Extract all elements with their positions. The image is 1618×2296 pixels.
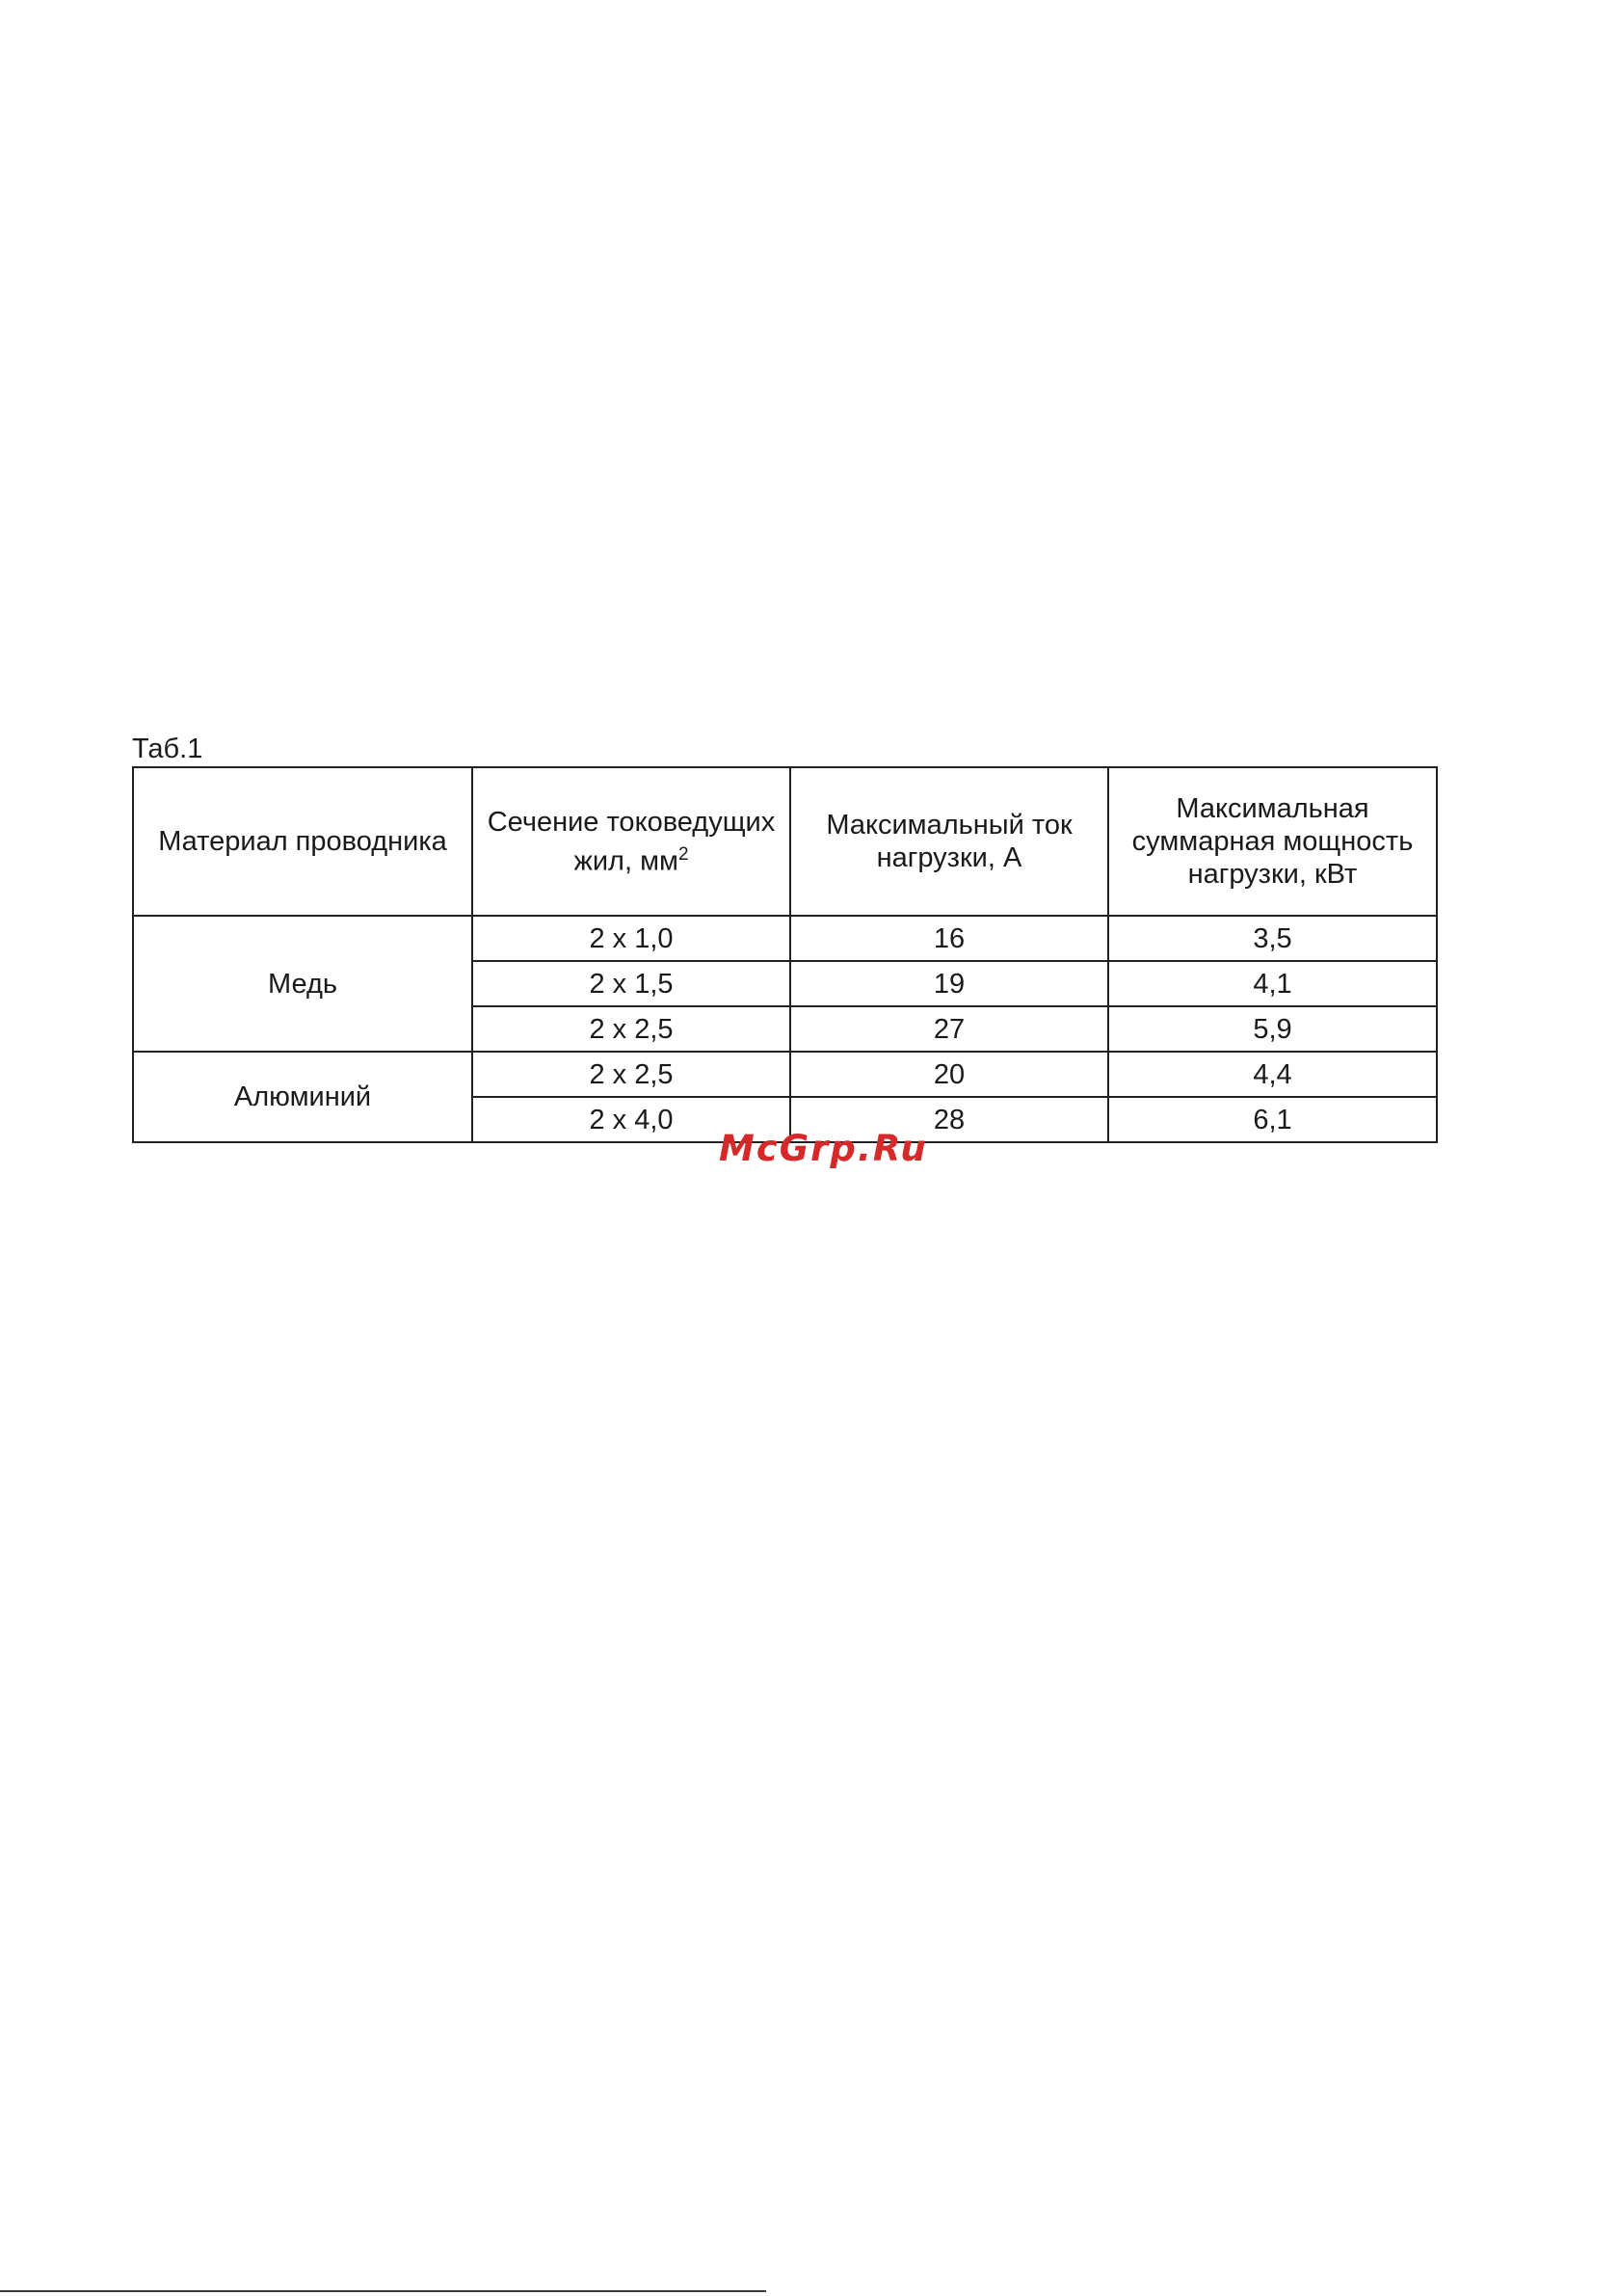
- header-current: Максимальный ток нагрузки, А: [790, 767, 1108, 916]
- section-cell: 2 x 2,5: [472, 1006, 790, 1052]
- table-row: [133, 916, 1437, 961]
- table-caption: Таб.1: [132, 734, 203, 764]
- power-cell: 4,4: [1108, 1052, 1437, 1097]
- table-header-row: [133, 767, 1437, 916]
- material-cell-aluminium: Алюминий: [133, 1052, 472, 1142]
- power-cell: 4,1: [1108, 961, 1437, 1006]
- current-cell: 27: [790, 1006, 1108, 1052]
- watermark: McGrp.Ru: [719, 1128, 928, 1169]
- power-cell: 6,1: [1108, 1097, 1437, 1142]
- header-power: Максимальная суммарная мощность нагрузки, кВт: [1108, 767, 1437, 916]
- table-row: [133, 1052, 1437, 1097]
- header-section-superscript: 2: [677, 843, 689, 865]
- header-section: [472, 767, 790, 916]
- bottom-rule: [0, 2290, 766, 2292]
- current-cell: 19: [790, 961, 1108, 1006]
- header-section-text: Сечение токоведущих жил, мм: [487, 806, 776, 877]
- header-material: Материал проводника: [133, 767, 472, 916]
- current-cell: 20: [790, 1052, 1108, 1097]
- power-cell: 3,5: [1108, 916, 1437, 961]
- current-cell: 28: [790, 1097, 1108, 1142]
- section-cell: 2 x 1,0: [472, 916, 790, 961]
- section-cell: 2 x 4,0: [472, 1097, 790, 1142]
- spec-table: [132, 766, 1438, 1143]
- power-cell: 5,9: [1108, 1006, 1437, 1052]
- current-cell: 16: [790, 916, 1108, 961]
- material-cell-copper: Медь: [133, 916, 472, 1052]
- section-cell: 2 x 2,5: [472, 1052, 790, 1097]
- section-cell: 2 x 1,5: [472, 961, 790, 1006]
